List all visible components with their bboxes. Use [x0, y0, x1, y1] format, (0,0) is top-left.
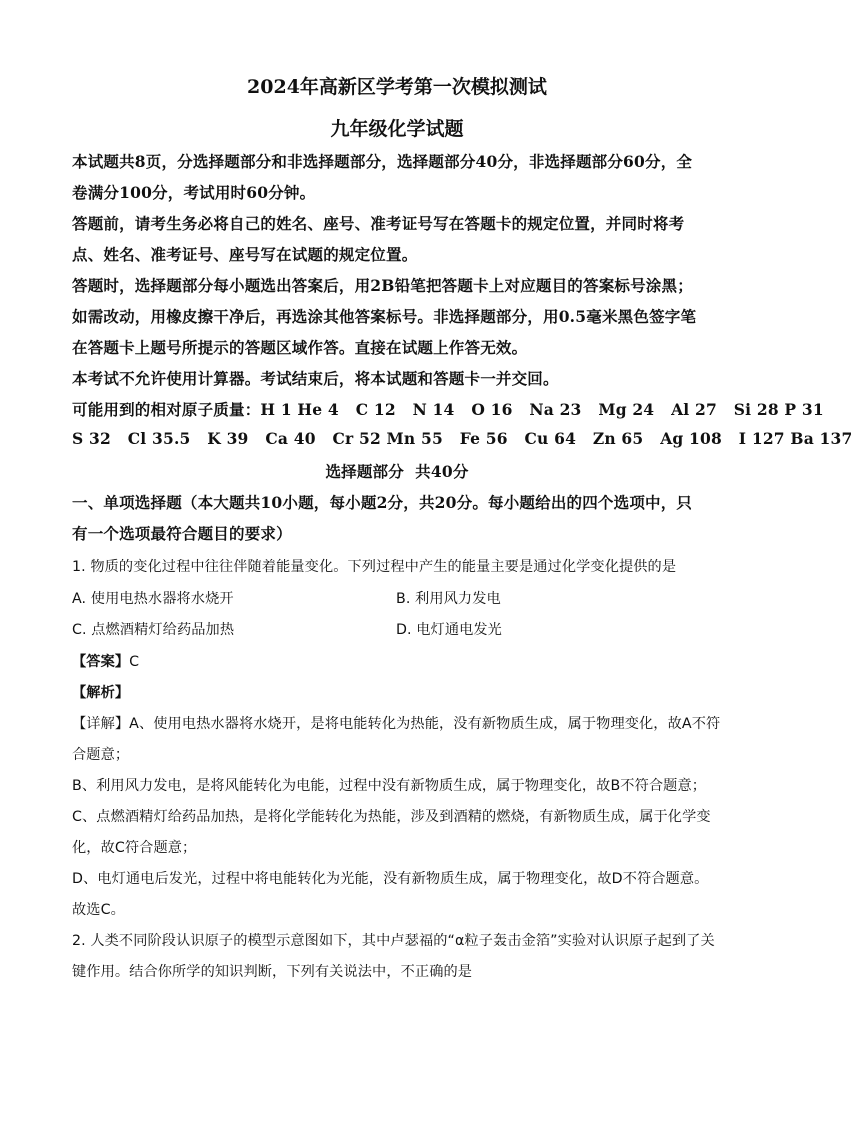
answer-tag: 【答案】 — [72, 654, 130, 670]
atomic-mass-line: S 32 Cl 35.5 K 39 Ca 40 Cr 52 Mn 55 Fe 56 Cu 64 Zn 65 Ag 108 I 127 Ba 137 — [72, 429, 853, 448]
option-c: C. 点燃酒精灯给药品加热 — [72, 622, 235, 638]
instruction-line: 如需改动，用橡皮擦干净后，再选涂其他答案标号。非选择题部分，用0.5毫米黑色签字笔 — [72, 307, 697, 326]
section-heading: 选择题部分 共40分 — [325, 462, 469, 481]
detail-line: 化，故C符合题意； — [72, 840, 197, 856]
option-a: A. 使用电热水器将水烧开 — [72, 591, 234, 607]
detail-line: 合题意； — [72, 747, 130, 763]
question-stem: 键作用。结合你所学的知识判断，下列有关说法中，不正确的是 — [72, 964, 473, 980]
instruction-line: 本考试不允许使用计算器。考试结束后，将本试题和答题卡一并交回。 — [72, 369, 559, 388]
detail-line: C、点燃酒精灯给药品加热，是将化学能转化为热能，涉及到酒精的燃烧，有新物质生成，属于化学变 — [72, 809, 711, 825]
instruction-line: 本试题共8页，分选择题部分和非选择题部分，选择题部分40分，非选择题部分60分，全 — [72, 152, 693, 171]
instruction-line: 点、姓名、准考证号、座号写在试题的规定位置。 — [72, 245, 418, 264]
question-stem: 1. 物质的变化过程中往往伴随着能量变化。下列过程中产生的能量主要是通过化学变化提供的是 — [72, 559, 677, 575]
answer-row — [72, 651, 722, 671]
option-b: B. 利用风力发电 — [396, 591, 501, 607]
exam-subtitle: 九年级化学试题 — [330, 118, 464, 140]
instruction-line: 答题前，请考生务必将自己的姓名、座号、准考证号写在答题卡的规定位置，并同时将考 — [72, 214, 685, 233]
instruction-line: 答题时，选择题部分每小题选出答案后，用2B铅笔把答题卡上对应题目的答案标号涂黑； — [72, 276, 693, 295]
part-title: 一、单项选择题（本大题共10小题，每小题2分，共20分。每小题给出的四个选项中，只 — [72, 493, 693, 512]
detail-line: D、电灯通电后发光，过程中将电能转化为光能，没有新物质生成，属于物理变化，故D不符合题意。 — [72, 871, 709, 887]
option-d: D. 电灯通电发光 — [396, 622, 502, 638]
part-title: 有一个选项最符合题目的要求） — [72, 524, 292, 543]
analysis-tag: 【解析】 — [72, 685, 130, 701]
detail-line: B、利用风力发电，是将风能转化为电能，过程中没有新物质生成，属于物理变化，故B不符合题意； — [72, 778, 707, 794]
answer-value: C — [129, 654, 140, 670]
instruction-line: 在答题卡上题号所提示的答题区域作答。直接在试题上作答无效。 — [72, 338, 528, 357]
exam-title: 2024年高新区学考第一次模拟测试 — [247, 76, 547, 98]
detail-line: 故选C。 — [72, 902, 125, 918]
instruction-line: 卷满分100分，考试用时60分钟。 — [72, 183, 316, 202]
question-stem: 2. 人类不同阶段认识原子的模型示意图如下，其中卢瑟福的“α粒子轰击金箔”实验对认识原子起到了关 — [72, 933, 715, 949]
atomic-mass-line: 可能用到的相对原子质量：H 1 He 4 C 12 N 14 O 16 Na 23 Mg 24 Al 27 Si 28 P 31 — [72, 400, 824, 419]
detail-line: 【详解】A、使用电热水器将水烧开，是将电能转化为热能，没有新物质生成，属于物理变化，故A不符 — [72, 716, 721, 732]
